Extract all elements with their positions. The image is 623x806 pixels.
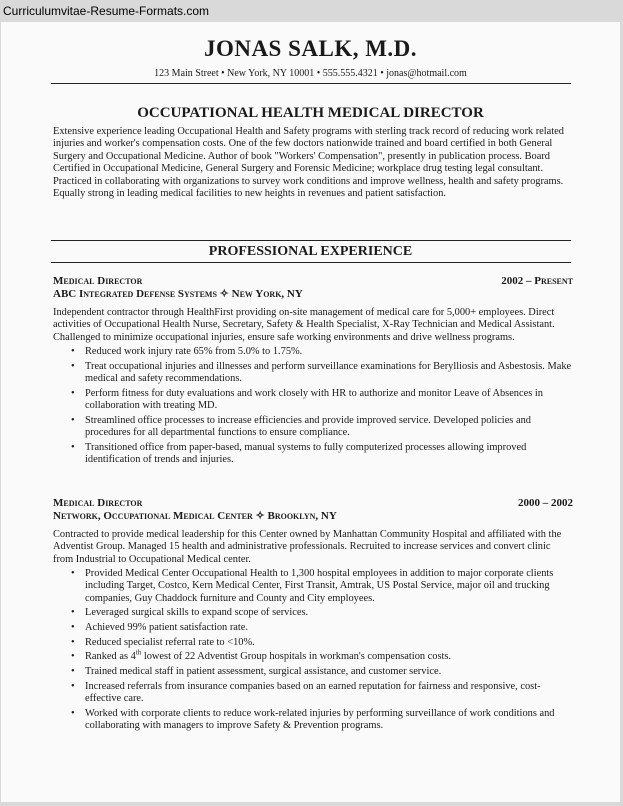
- bullet-item: • Transitioned office from paper-based, manual systems to fully computerized processes allowing improved identification of trends and injuries.: [71, 441, 527, 465]
- job-dates: 2002 – Present: [501, 275, 573, 287]
- job-description: Independent contractor through HealthFirst providing on-site management of medical care for 5,000+ employees. Direct activities of Occupational Health Nurse, Secretary, Safety & Health Specialist, X-Ray Technician and Medical Assistant. Challenged to minimize occupational injuries, ensure safe working environments and drive wellness programs.: [53, 307, 555, 343]
- bullet-item: • Perform fitness for duty evaluations and work closely with HR to authorize and monitor Leave of Absences in collaboration with treating MD.: [71, 387, 543, 412]
- job-bullets: [53, 346, 573, 466]
- job-description: Contracted to provide medical leadership for this Center owned by Manhattan Community Hospital and affiliated with the Adventist Group. Managed 15 health and administrative professionals. Recruited to increase services and convert clinic from Industrial to Occupational Medical center.: [53, 529, 562, 565]
- bullet-item: • Reduced specialist referral rate to <10%.: [71, 636, 255, 648]
- bullet-icon: •: [71, 387, 75, 399]
- bullet-item: • Worked with corporate clients to reduce work-related injuries by performing surveillance of work conditions and collaborating with managers to improve Safety & Prevention programs.: [71, 707, 555, 731]
- bullet-item: • Treat occupational injuries and illnesses and perform surveillance examinations for Berylliosis and Asbestosis. Make medical and safety recommendations.: [71, 360, 572, 385]
- bullet-icon: •: [71, 607, 75, 619]
- bullet-icon: •: [71, 568, 75, 580]
- bullet-icon: •: [71, 346, 75, 358]
- bullet-item: • Reduced work injury rate 65% from 5.0% to 1.75%.: [71, 346, 303, 358]
- bullet-item: • Trained medical staff in patient assessment, surgical assistance, and customer service.: [71, 666, 442, 678]
- bullet-icon: •: [71, 666, 75, 678]
- bullet-icon: •: [71, 707, 75, 719]
- bullet-icon: •: [71, 651, 75, 663]
- job-title: OCCUPATIONAL HEALTH MEDICAL DIRECTOR: [137, 105, 484, 121]
- section-divider-top: [51, 240, 571, 241]
- resume-page: [1, 22, 620, 802]
- bullet-icon: •: [71, 622, 75, 634]
- job-role: Medical Director: [53, 497, 143, 509]
- job-entry-2: [53, 497, 573, 735]
- job-organization: ABC Integrated Defense Systems ✧ New York, NY: [53, 288, 303, 300]
- job-dates: 2000 – 2002: [518, 497, 573, 509]
- bullet-item: • Leveraged surgical skills to expand scope of services.: [71, 607, 309, 619]
- job-bullets: [53, 568, 573, 732]
- bullet-item: • Streamlined office processes to increase efficiencies and provide improved service. Developed policies and procedures for all departmental functions to ensure compliance.: [71, 414, 531, 438]
- bullet-icon: •: [71, 441, 75, 453]
- bullet-icon: •: [71, 636, 75, 648]
- site-watermark: Curriculumvitae-Resume-Formats.com: [3, 4, 210, 18]
- job-entry-1: [53, 275, 573, 469]
- bullet-item: • Increased referrals from insurance companies based on an earned reputation for fairness and responsive, cost-effective care.: [71, 680, 541, 705]
- job-role: Medical Director: [53, 275, 143, 287]
- summary-paragraph: Extensive experience leading Occupational Health and Safety programs with sterling track record of reducing work related injuries and worker's compensation costs. One of the few doctors nationwide trained and board certified in both General Surgery and Occupational Medicine. Author of book "Workers' Compensation", presently in publication process. Board Certified in Occupational Medicine, General Surgery and Forensic Medicine; workplace drug testing legal consultant. Practiced in collaborating with organizations to survey work conditions and improve wellness, health and safety programs. Equally strong in leading medical facilities to new heights in revenues and patient satisfaction.: [53, 126, 564, 200]
- bullet-item: • Provided Medical Center Occupational Health to 1,300 hospital employees in addition to major corporate clients including Target, Costco, Kern Medical Center, First Transit, Amtrak, US Postal Service, major oil and trucking companies, Guy Chaddock furniture and County and City employees.: [71, 568, 554, 604]
- bullet-icon: •: [71, 680, 75, 692]
- bullet-item: • Ranked as 4th lowest of 22 Adventist Group hospitals in workman's compensation costs.: [71, 648, 452, 663]
- header-divider: [51, 83, 571, 84]
- section-divider-bottom: [51, 262, 571, 263]
- bullet-item: • Achieved 99% patient satisfaction rate.: [71, 622, 249, 634]
- experience-heading: PROFESSIONAL EXPERIENCE: [208, 244, 413, 259]
- contact-line: 123 Main Street • New York, NY 10001 • 555.555.4321 • jonas@hotmail.com: [154, 68, 467, 79]
- candidate-name: JONAS SALK, M.D.: [203, 36, 418, 61]
- bullet-icon: •: [71, 360, 75, 372]
- bullet-icon: •: [71, 414, 75, 426]
- job-organization: Network, Occupational Medical Center ✧ Brooklyn, NY: [53, 510, 337, 522]
